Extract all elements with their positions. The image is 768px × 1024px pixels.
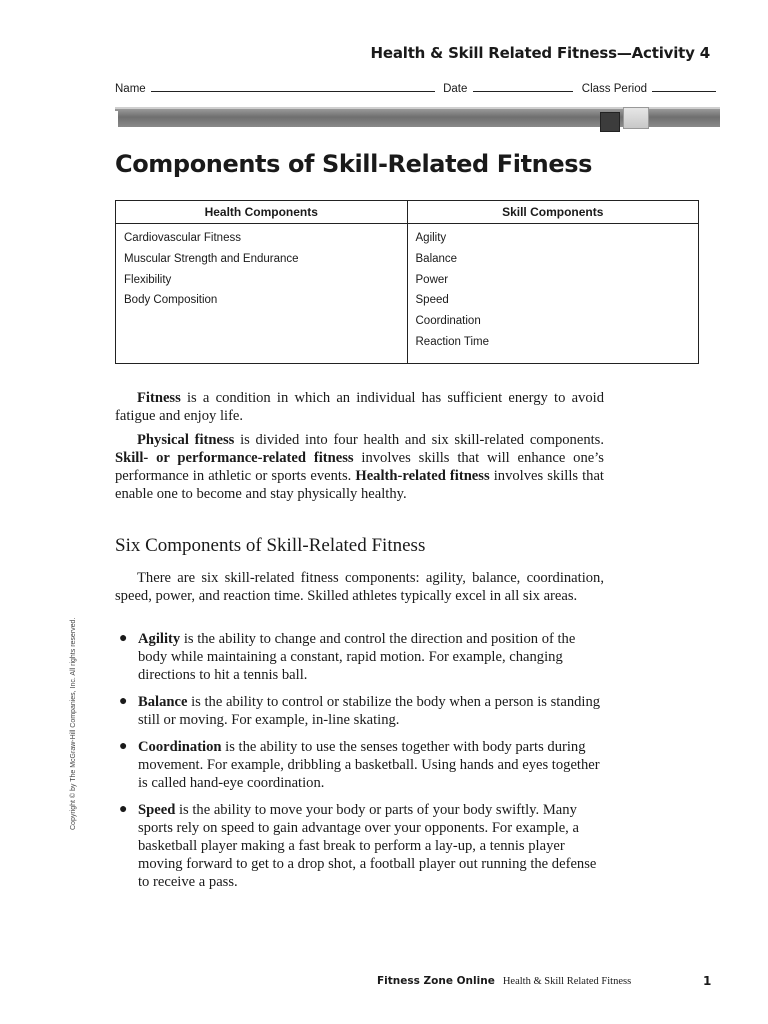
decorative-bar-gap bbox=[115, 111, 118, 127]
skill-related-term: Skill- or performance-related fitness bbox=[115, 450, 354, 466]
physical-fitness-paragraph bbox=[115, 431, 604, 503]
bullet-dot: ● bbox=[119, 631, 128, 646]
physical-fitness-term: Physical fitness bbox=[137, 432, 235, 448]
copyright-text: Copyright © by The McGraw-Hill Companies, Inc. All rights reserved. bbox=[70, 617, 77, 830]
table-header-skill: Skill Components bbox=[407, 201, 699, 224]
bullet-agility bbox=[115, 630, 604, 684]
section-intro bbox=[115, 569, 604, 611]
class-period-blank bbox=[652, 81, 716, 92]
bullet-text: is the ability to move your body or parts of your body swiftly. Many sports rely on speed to gain advantage over your opponents. For example, a basketball player making a fast break to perform a lay-up, a tennis player moving forward to get to a drop shot, a football player out running the defense to receive a pass. bbox=[138, 802, 597, 890]
page-title: Components of Skill-Related Fitness bbox=[115, 150, 593, 178]
copyright-notice bbox=[70, 600, 84, 830]
health-item: Cardiovascular Fitness bbox=[124, 232, 241, 244]
skill-item: Agility bbox=[415, 232, 447, 244]
bullet-term: Balance bbox=[138, 694, 188, 710]
bullet-speed bbox=[115, 801, 604, 891]
health-item: Body Composition bbox=[124, 294, 218, 307]
table-header-health: Health Components bbox=[116, 201, 408, 224]
fitness-term: Fitness bbox=[137, 390, 181, 406]
skill-item: Reaction Time bbox=[415, 335, 490, 348]
footer-section: Health & Skill Related Fitness bbox=[502, 976, 632, 987]
fitness-definition-text: is a condition in which an individual has sufficient energy to avoid fatigue and enjoy life. bbox=[115, 390, 604, 424]
decorative-header-bar bbox=[115, 107, 720, 131]
health-components-cell bbox=[116, 224, 408, 364]
decorative-dark-square bbox=[600, 112, 620, 132]
class-period-label: Class Period bbox=[581, 83, 647, 95]
health-item: Flexibility bbox=[124, 273, 172, 286]
bullet-term: Speed bbox=[138, 802, 176, 818]
date-label: Date bbox=[443, 83, 468, 95]
bullet-dot: ● bbox=[119, 802, 128, 817]
bullet-term: Agility bbox=[138, 631, 181, 647]
date-blank bbox=[473, 81, 573, 92]
name-blank bbox=[151, 81, 435, 92]
components-bullet-list bbox=[115, 630, 604, 900]
skill-item: Coordination bbox=[415, 315, 481, 328]
decorative-light-square bbox=[623, 107, 649, 129]
section-heading: Six Components of Skill-Related Fitness bbox=[115, 535, 426, 556]
activity-header: Health & Skill Related Fitness—Activity 4 bbox=[370, 44, 710, 62]
name-label: Name bbox=[115, 83, 146, 95]
health-item: Muscular Strength and Endurance bbox=[124, 252, 299, 265]
section-intro-paragraph: There are six skill-related fitness components: agility, balance, coordination, speed, power, and reaction time. Skilled athletes typically excel in all six areas. bbox=[115, 570, 604, 604]
physical-fitness-text: is divided into four health and six skill-related components. bbox=[234, 432, 604, 448]
bullet-term: Coordination bbox=[138, 739, 222, 755]
components-table bbox=[115, 200, 699, 364]
page-number: 1 bbox=[703, 974, 712, 988]
bullet-coordination bbox=[115, 738, 604, 792]
intro-text bbox=[115, 389, 604, 509]
skill-item: Balance bbox=[415, 252, 458, 265]
health-related-term: Health-related fitness bbox=[355, 468, 490, 484]
bullet-text: is the ability to control or stabilize the body when a person is standing still or moving. For example, in-line skating. bbox=[138, 694, 601, 728]
name-date-period-line bbox=[115, 81, 708, 95]
skill-item: Speed bbox=[415, 294, 449, 307]
fitness-definition bbox=[115, 389, 604, 425]
bullet-text: is the ability to use the senses together with body parts during movement. For example, dribbling a basketball. Using hands and eyes together is called hand-eye coordination. bbox=[138, 739, 600, 791]
skill-related-text: involves skills that will enhance one’s performance in athletic or sports events. bbox=[115, 450, 604, 484]
bullet-dot: ● bbox=[119, 694, 128, 709]
bullet-dot: ● bbox=[119, 739, 128, 754]
skill-components-cell bbox=[407, 224, 699, 364]
bullet-text: is the ability to change and control the direction and position of the body while maintaining a constant, rapid motion. For example, changing directions to hit a tennis ball. bbox=[138, 631, 576, 683]
footer-brand: Fitness Zone Online bbox=[377, 975, 495, 987]
bullet-balance bbox=[115, 693, 604, 729]
footer bbox=[377, 975, 631, 987]
skill-item: Power bbox=[415, 273, 449, 286]
health-related-text: involves skills that enable one to become and stay physically healthy. bbox=[115, 468, 604, 502]
